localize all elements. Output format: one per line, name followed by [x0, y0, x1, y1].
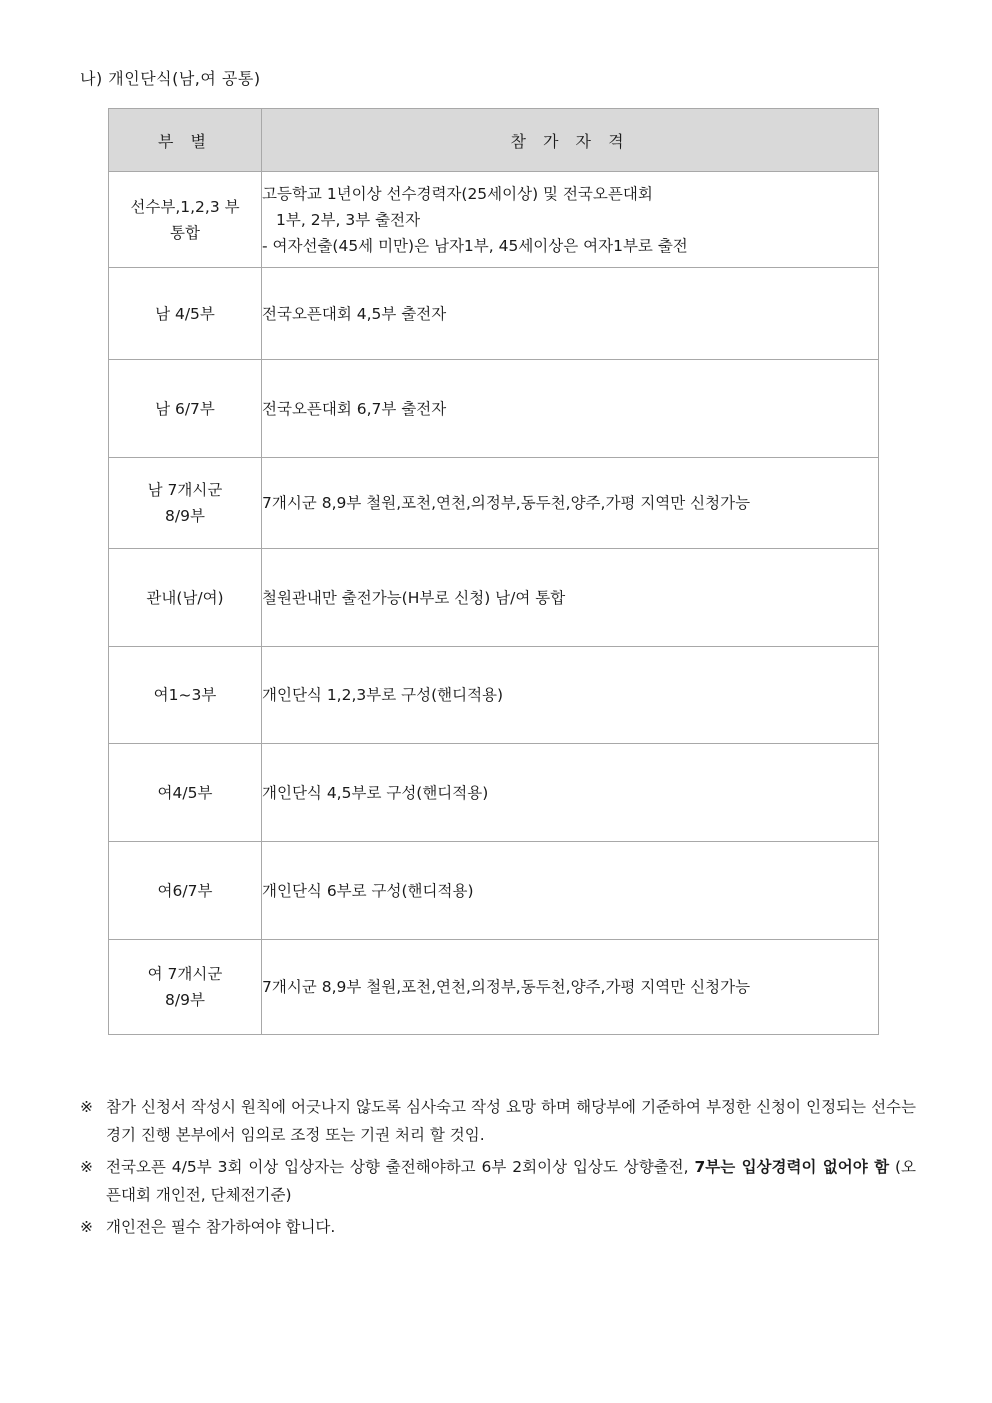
eligibility-table: [108, 108, 879, 1035]
division-cell: 남 7개시군 8/9부: [109, 458, 262, 549]
section-title: 나) 개인단식(남,여 공통): [80, 69, 261, 88]
division-cell: 남 6/7부: [109, 360, 262, 458]
note-text: 참가 신청서 작성시 원칙에 어긋나지 않도록 심사숙고 작성 요망 하며 해당부에 기준하여 부정한 신청이 인정되는 선수는 경기 진행 본부에서 임의로 조정 또는 기권 처리 할 것임.: [106, 1098, 916, 1144]
division-cell: 여4/5부: [109, 744, 262, 842]
qualification-cell: 철원관내만 출전가능(H부로 신청) 남/여 통합: [262, 549, 879, 647]
qualification-cell: 7개시군 8,9부 철원,포천,연천,의정부,동두천,양주,가평 지역만 신청가능: [262, 458, 879, 549]
division-cell: 여 7개시군 8/9부: [109, 940, 262, 1035]
note-item: [80, 1153, 916, 1209]
table-row: [109, 940, 879, 1035]
table-row: [109, 744, 879, 842]
header-qualification: 참 가 자 격: [262, 109, 879, 172]
division-cell: 여1~3부: [109, 647, 262, 744]
note-text: 전국오픈 4/5부 3회 이상 입상자는 상향 출전해야하고 6부 2회이상 입상도 상향출전, 7부는 입상경력이 없어야 함 (오픈대회 개인전, 단체전기준): [106, 1158, 916, 1204]
reference-mark: ※: [80, 1098, 93, 1116]
table-row: [109, 268, 879, 360]
reference-mark: ※: [80, 1218, 93, 1236]
emphasis-text: 7부는 입상경력이 없어야 함: [694, 1158, 890, 1176]
division-cell: 선수부,1,2,3 부 통합: [109, 172, 262, 268]
note-item: [80, 1093, 916, 1149]
qualification-cell: 고등학교 1년이상 선수경력자(25세이상) 및 전국오픈대회 1부, 2부, 3부 출전자 - 여자선출(45세 미만)은 남자1부, 45세이상은 여자1부로 출전: [262, 172, 879, 268]
table-row: [109, 172, 879, 268]
qualification-cell: 7개시군 8,9부 철원,포천,연천,의정부,동두천,양주,가평 지역만 신청가능: [262, 940, 879, 1035]
header-division: 부 별: [109, 109, 262, 172]
qualification-cell: 전국오픈대회 6,7부 출전자: [262, 360, 879, 458]
table-row: [109, 360, 879, 458]
qualification-cell: 개인단식 1,2,3부로 구성(핸디적용): [262, 647, 879, 744]
note-text: 개인전은 필수 참가하여야 합니다.: [106, 1218, 336, 1236]
table-row: [109, 842, 879, 940]
division-cell: 관내(남/여): [109, 549, 262, 647]
qualification-cell: 개인단식 6부로 구성(핸디적용): [262, 842, 879, 940]
qualification-cell: 개인단식 4,5부로 구성(핸디적용): [262, 744, 879, 842]
table-row: [109, 458, 879, 549]
division-cell: 여6/7부: [109, 842, 262, 940]
note-item: [80, 1213, 916, 1241]
division-cell: 남 4/5부: [109, 268, 262, 360]
table-row: [109, 647, 879, 744]
table-header-row: [109, 109, 879, 172]
table-row: [109, 549, 879, 647]
reference-mark: ※: [80, 1158, 93, 1176]
qualification-cell: 전국오픈대회 4,5부 출전자: [262, 268, 879, 360]
notes-section: [80, 1093, 916, 1245]
